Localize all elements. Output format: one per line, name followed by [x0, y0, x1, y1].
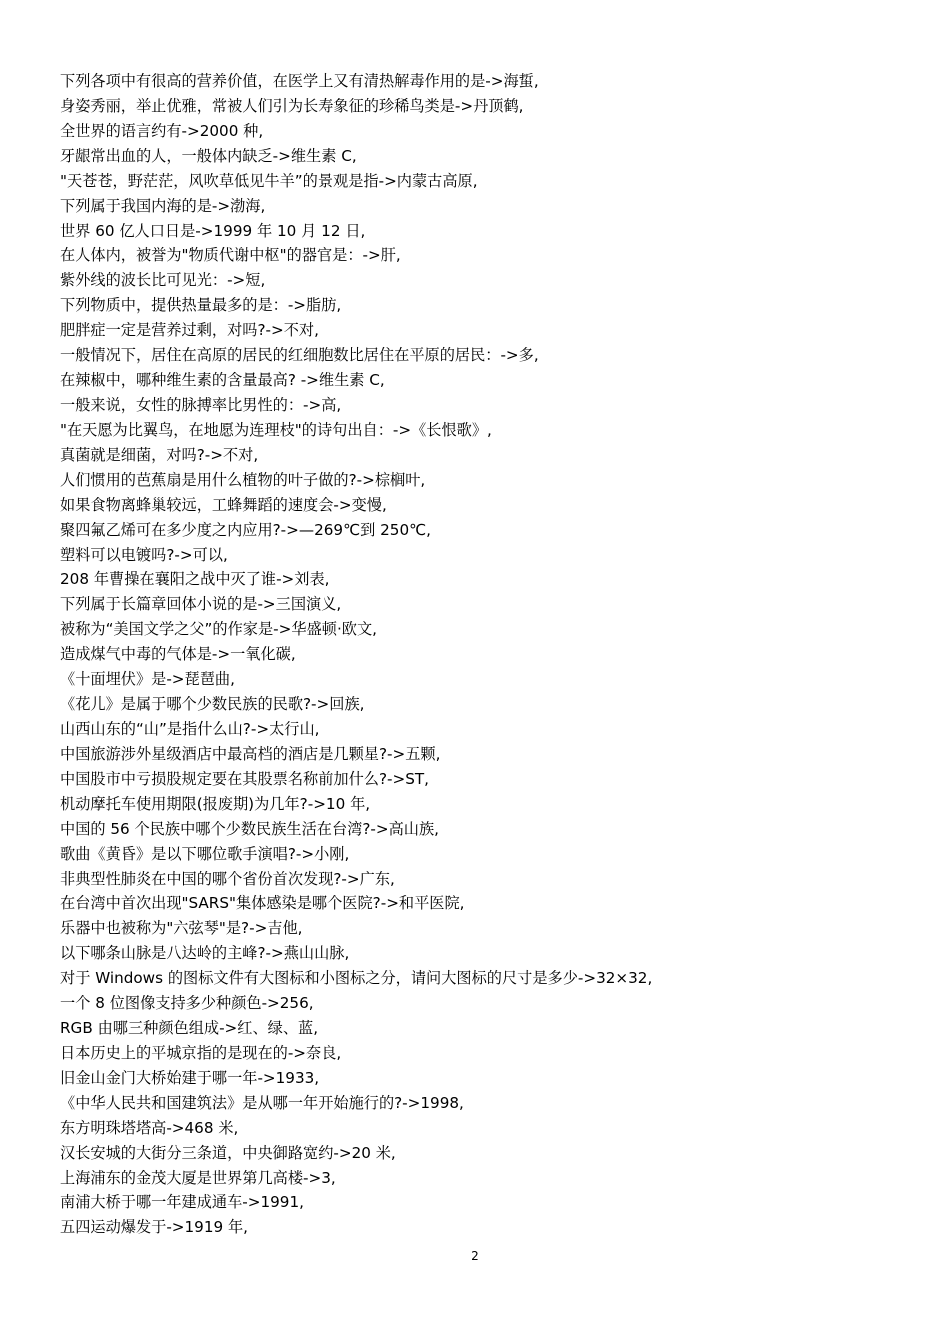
text-line: 一般来说，女性的脉搏率比男性的：->高,: [60, 395, 342, 414]
text-line: 中国的 56 个民族中哪个少数民族生活在台湾?->高山族,: [60, 819, 440, 838]
text-line: 中国股市中亏损股规定要在其股票名称前加什么?->ST,: [60, 769, 429, 788]
text-line: 上海浦东的金茂大厦是世界第几高楼->3,: [60, 1168, 336, 1187]
text-line: 下列属于我国内海的是->渤海,: [60, 196, 266, 215]
text-line: 真菌就是细菌，对吗?->不对,: [60, 445, 259, 464]
text-line: 《中华人民共和国建筑法》是从哪一年开始施行的?->1998,: [60, 1093, 464, 1112]
text-line: 对于 Windows 的图标文件有大图标和小图标之分，请问大图标的尺寸是多少->32×32,: [60, 969, 653, 988]
text-line: 世界 60 亿人口日是->1999 年 10 月 12 日,: [60, 221, 366, 240]
text-line: 非典型性肺炎在中国的哪个省份首次发现?->广东,: [60, 869, 395, 888]
text-line: 全世界的语言约有->2000 种,: [60, 121, 264, 140]
text-line: 旧金山金门大桥始建于哪一年->1933,: [60, 1068, 320, 1087]
text-line: 208 年曹操在襄阳之战中灭了谁->刘表,: [60, 570, 330, 589]
text-line: 《十面埋伏》是->琵琶曲,: [60, 670, 235, 689]
text-line: 日本历史上的平城京指的是现在的->奈良,: [60, 1043, 342, 1062]
text-line: 下列物质中，提供热量最多的是：->脂肪,: [60, 296, 342, 315]
page-number: 2: [471, 1249, 479, 1263]
text-line: RGB 由哪三种颜色组成->红、绿、蓝,: [60, 1019, 319, 1038]
text-line: 在人体内，被誉为"物质代谢中枢"的器官是：->肝,: [60, 246, 401, 265]
text-line: 下列属于长篇章回体小说的是->三国演义,: [60, 595, 342, 614]
text-line: "在天愿为比翼鸟，在地愿为连理枝"的诗句出自：->《长恨歌》,: [60, 420, 492, 439]
text-line: 一个 8 位图像支持多少种颜色->256,: [60, 994, 314, 1013]
text-line: 歌曲《黄昏》是以下哪位歌手演唱?->小刚,: [60, 844, 350, 863]
text-line: 东方明珠塔塔高->468 米,: [60, 1118, 239, 1137]
text-line: 身姿秀丽，举止优雅，常被人们引为长寿象征的珍稀鸟类是->丹顶鹤,: [60, 96, 524, 115]
text-line: 塑料可以电镀吗?->可以,: [60, 545, 228, 564]
text-line: 乐器中也被称为"六弦琴"是?->吉他,: [60, 919, 303, 938]
text-line: 在辣椒中，哪种维生素的含量最高? ->维生素 C,: [60, 371, 385, 390]
text-line: 肥胖症一定是营养过剩，对吗?->不对,: [60, 321, 319, 340]
text-line: 一般情况下，居住在高原的居民的红细胞数比居住在平原的居民：->多,: [60, 346, 539, 365]
text-line: 如果食物离蜂巢较远，工蜂舞蹈的速度会->变慢,: [60, 495, 387, 514]
text-line: "天苍苍，野茫茫，风吹草低见牛羊”的景观是指->内蒙古高原,: [60, 171, 478, 190]
text-line: 聚四氟乙烯可在多少度之内应用?->—269℃到 250℃,: [60, 520, 432, 539]
document-body: [60, 69, 920, 1240]
text-line: 以下哪条山脉是八达岭的主峰?->燕山山脉,: [60, 944, 350, 963]
text-line: 《花儿》是属于哪个少数民族的民歌?->回族,: [60, 695, 365, 714]
text-line: 五四运动爆发于->1919 年,: [60, 1218, 249, 1237]
text-line: 被称为“美国文学之父”的作家是->华盛顿·欧文,: [60, 620, 377, 639]
text-line: 汉长安城的大街分三条道，中央御路宽约->20 米,: [60, 1143, 396, 1162]
text-line: 机动摩托车使用期限(报废期)为几年?->10 年,: [60, 794, 371, 813]
text-line: 在台湾中首次出现"SARS"集体感染是哪个医院?->和平医院,: [60, 894, 465, 913]
text-line: 下列各项中有很高的营养价值，在医学上又有清热解毒作用的是->海蜇,: [60, 72, 539, 90]
text-line: 造成煤气中毒的气体是->一氧化碳,: [60, 645, 296, 664]
text-line: 牙龈常出血的人，一般体内缺乏->维生素 C,: [60, 146, 357, 165]
text-line: 中国旅游涉外星级酒店中最高档的酒店是几颗星?->五颗,: [60, 744, 441, 763]
text-line: 紫外线的波长比可见光：->短,: [60, 271, 266, 290]
text-line: 人们惯用的芭蕉扇是用什么植物的叶子做的?->棕榈叶,: [60, 470, 426, 489]
text-line: 山西山东的“山”是指什么山?->太行山,: [60, 719, 320, 738]
text-line: 南浦大桥于哪一年建成通车->1991,: [60, 1193, 304, 1212]
